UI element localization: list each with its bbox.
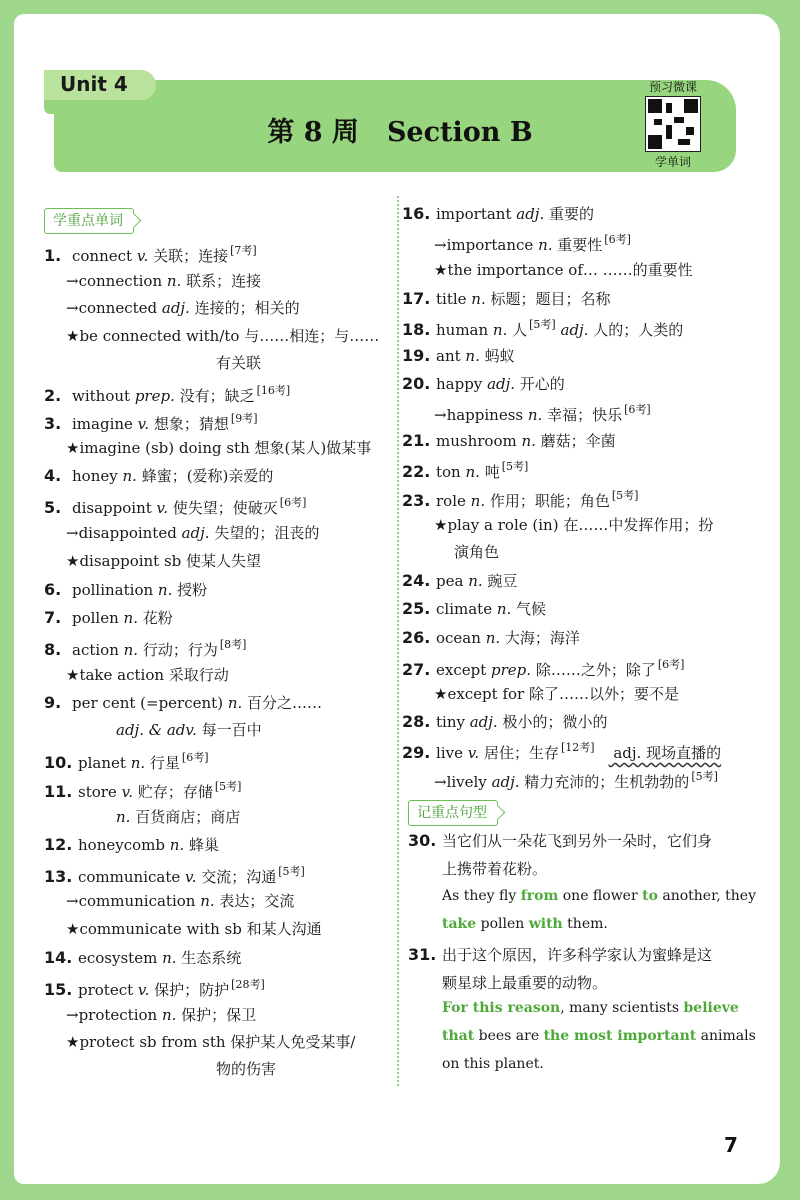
entry-extra-meaning: adj. 现场直播的 <box>608 744 722 762</box>
entry-meaning: 表达；交流 <box>214 892 295 910</box>
part-of-speech: n. <box>122 467 137 485</box>
entry-word: live <box>436 744 468 762</box>
part-of-speech: adj. <box>487 375 516 393</box>
entry-meaning: 蜂巢 <box>184 836 219 854</box>
entry-word: ★play a role (in) 在……中发挥作用；扮 <box>434 516 714 534</box>
entry-word: ★take action 采取行动 <box>66 666 229 684</box>
exam-count: [5考] <box>529 318 556 331</box>
part-of-speech: v. <box>467 744 480 762</box>
entry-number: 18. <box>402 320 431 339</box>
entry-meaning: 贮存；存储 <box>133 783 213 801</box>
entry-word: except <box>436 661 492 679</box>
entry-word: →connection <box>66 272 167 290</box>
part-of-speech: n. <box>166 272 182 290</box>
key-phrase: to <box>642 888 658 904</box>
entry-word: climate <box>436 600 497 618</box>
entry-meaning: 居住；生存 <box>479 744 559 762</box>
sentence-cn-text: 当它们从一朵花飞到另外一朵时，它们身 <box>442 832 713 850</box>
part-of-speech: n. <box>162 949 177 967</box>
vocab-entry <box>402 288 611 309</box>
entry-number: 3. <box>44 414 62 433</box>
entry-word: →protection <box>66 1006 162 1024</box>
part-of-speech: n. <box>485 629 501 647</box>
part-of-speech: adj. & adv. <box>116 721 197 739</box>
part-of-speech: v. <box>137 981 150 999</box>
part-of-speech: n. <box>538 236 553 254</box>
vocab-entry <box>44 242 257 266</box>
entry-number: 15. <box>44 980 73 999</box>
vocab-entry <box>44 863 305 887</box>
sentence-cn: 上携带着花粉。 <box>442 860 548 878</box>
vocab-entry <box>44 465 273 486</box>
vocab-entry <box>402 598 546 619</box>
sentence-number: 30. <box>408 831 437 850</box>
entry-meaning: 人 <box>507 321 528 339</box>
part-of-speech: adj. <box>491 773 520 791</box>
entry-word: ★communicate with sb 和某人沟通 <box>66 920 322 938</box>
entry-word: happy <box>436 375 488 393</box>
entry-number: 5. <box>44 498 62 517</box>
entry-word: per cent (=percent) <box>72 694 228 712</box>
entry-number: 24. <box>402 571 431 590</box>
entry-word: ★protect sb from sth 保护某人免受某事/ <box>66 1033 356 1051</box>
vocab-subline <box>216 352 261 373</box>
part-of-speech: n. <box>227 694 243 712</box>
entry-meaning: 蚂蚁 <box>479 347 515 365</box>
vocab-entry <box>402 345 515 366</box>
entry-word: →importance <box>434 236 539 254</box>
exam-count: [12考] <box>560 741 595 754</box>
vocab-subline <box>216 1058 276 1079</box>
part-of-speech: n. <box>471 290 486 308</box>
vocab-subline <box>116 719 262 740</box>
vocab-entry <box>44 947 241 968</box>
key-phrase: the most important <box>543 1028 697 1044</box>
entry-number: 7. <box>44 608 62 627</box>
tag-key-words: 学重点单词 <box>44 208 134 234</box>
part-of-speech: v. <box>121 783 134 801</box>
entry-word: honeycomb <box>78 836 170 854</box>
sentence-text: one flower <box>558 888 643 904</box>
unit-label: Unit 4 <box>60 72 128 96</box>
vocab-subline <box>66 550 261 571</box>
part-of-speech: n. <box>200 892 215 910</box>
entry-number: 23. <box>402 491 431 510</box>
vocab-entry <box>402 430 616 451</box>
part-of-speech: n. <box>130 754 146 772</box>
week-label: 第 8 周 <box>267 117 359 148</box>
entry-word: →disappointed <box>66 524 182 542</box>
entry-number: 17. <box>402 289 431 308</box>
entry-word: honey <box>72 467 123 485</box>
exam-count: [5考] <box>214 780 242 793</box>
vocab-entry <box>402 458 528 482</box>
entry-meaning: 保护；防护 <box>149 981 230 999</box>
entry-meaning: 吨 <box>479 463 500 481</box>
qr-top-label: 预习微课 <box>648 80 697 94</box>
part-of-speech: v. <box>137 415 150 433</box>
entry-word: ★except for 除了……以外；要不是 <box>434 685 679 703</box>
entry-meaning: 没有；缺乏 <box>174 387 255 405</box>
entry-number: 4. <box>44 466 62 485</box>
exam-count: [6考] <box>279 496 307 509</box>
part-of-speech: adj. <box>469 713 498 731</box>
entry-meaning: 失望的；沮丧的 <box>209 524 320 542</box>
part-of-speech: n. <box>492 321 508 339</box>
entry-meaning: 精力充沛的；生机勃勃的 <box>519 773 690 791</box>
entry-number: 11. <box>44 782 73 801</box>
entry-number: 21. <box>402 431 431 450</box>
vocab-entry <box>44 778 241 802</box>
entry-word: imagine <box>72 415 138 433</box>
vocab-subline <box>434 231 631 255</box>
sentence-cn <box>408 944 712 965</box>
entry-number: 16. <box>402 204 431 223</box>
entry-meaning: 想象；猜想 <box>149 415 229 433</box>
entry-meaning: 除……之外；除了 <box>531 661 656 679</box>
sentence-en <box>442 916 608 932</box>
entry-number: 1. <box>44 246 62 265</box>
entry-meaning: 行星 <box>145 754 180 772</box>
entry-meaning: 生态系统 <box>176 949 242 967</box>
sentence-cn <box>408 830 712 851</box>
sentence-number: 31. <box>408 945 437 964</box>
exam-count: [9考] <box>230 412 258 425</box>
entry-meaning: 豌豆 <box>482 572 518 590</box>
entry-word: action <box>72 641 124 659</box>
entry-number: 12. <box>44 835 73 854</box>
entry-number: 2. <box>44 386 62 405</box>
vocab-entry <box>402 739 721 763</box>
exam-count: [6考] <box>657 658 685 671</box>
tag-key-sentences: 记重点句型 <box>408 800 498 826</box>
part-of-speech: adj. <box>161 299 190 317</box>
part-of-speech: v. <box>156 499 168 517</box>
vocab-entry <box>44 410 258 434</box>
part-of-speech: n. <box>123 609 138 627</box>
entry-word: →connected <box>66 299 162 317</box>
entry-meaning: 保护；保卫 <box>176 1006 257 1024</box>
entry-word: ecosystem <box>78 949 163 967</box>
vocab-entry <box>402 570 517 591</box>
entry-number: 29. <box>402 743 431 762</box>
part-of-speech: n. <box>465 463 480 481</box>
entry-word: →happiness <box>434 406 528 424</box>
vocab-subline <box>66 1031 355 1052</box>
vocab-entry <box>44 749 209 773</box>
entry-meaning: 交流；沟通 <box>196 868 277 886</box>
entry-meaning: 每一百中 <box>196 721 262 739</box>
column-divider <box>397 196 399 1086</box>
entry-word: pollination <box>72 581 158 599</box>
key-phrase: take <box>442 916 477 932</box>
entry-word: 物的伤害 <box>216 1060 277 1078</box>
exam-count: [28考] <box>231 978 265 991</box>
vocab-entry <box>44 382 290 406</box>
part-of-speech: n. <box>527 406 543 424</box>
entry-word: →communication <box>66 892 201 910</box>
key-phrase: from <box>520 888 559 904</box>
vocab-entry <box>402 316 683 340</box>
vocab-entry <box>402 656 684 680</box>
vocab-entry <box>402 487 638 511</box>
entry-word: 演角色 <box>454 543 500 561</box>
part-of-speech: n. <box>465 347 480 365</box>
sentence-text: As they fly <box>442 888 521 904</box>
key-phrase: For this reason <box>442 1000 561 1016</box>
entry-word: communicate <box>78 868 186 886</box>
entry-word: important <box>436 205 517 223</box>
vocab-entry <box>44 636 246 660</box>
entry-number: 27. <box>402 660 431 679</box>
exam-count: [16考] <box>256 384 291 397</box>
part-of-speech: n. <box>468 572 483 590</box>
vocab-subline <box>66 270 261 291</box>
entry-word: role <box>436 492 471 510</box>
vocab-entry <box>402 203 594 224</box>
sentence-en <box>442 1000 739 1016</box>
part-of-speech: n. <box>157 581 173 599</box>
entry-word: ★be connected with/to 与……相连；与…… <box>66 327 380 345</box>
entry-word: ★the importance of… ……的重要性 <box>434 261 693 279</box>
sentence-en <box>442 1028 756 1044</box>
sentence-text: bees are <box>474 1028 544 1044</box>
entry-meaning: 联系；连接 <box>181 272 262 290</box>
vocab-entry <box>402 373 565 394</box>
part-of-speech: n. <box>496 600 512 618</box>
entry-word: →lively <box>434 773 492 791</box>
vocab-entry <box>44 607 173 628</box>
sentence-text: pollen <box>476 916 529 932</box>
part-of-speech: n. <box>116 808 131 826</box>
entry-meaning: 关联；连接 <box>148 247 229 265</box>
entry-meaning: 使失望；使破灭 <box>168 499 278 517</box>
part-of-speech: prep. <box>491 661 532 679</box>
entry-meaning: 百分之…… <box>242 694 323 712</box>
entry-meaning: 人的；人类的 <box>588 321 684 339</box>
entry-meaning: 大海；海洋 <box>500 629 580 647</box>
entry-word: store <box>78 783 122 801</box>
vocab-subline <box>434 401 651 425</box>
entry-word: ant <box>436 347 466 365</box>
part-of-speech: adj. <box>516 205 545 223</box>
part-of-speech: n. <box>521 432 536 450</box>
entry-number: 22. <box>402 462 431 481</box>
entry-meaning: 授粉 <box>172 581 208 599</box>
exam-count: [5考] <box>611 489 639 502</box>
entry-meaning: 重要的 <box>544 205 595 223</box>
entry-number: 20. <box>402 374 431 393</box>
entry-word: ★disappoint sb 使某人失望 <box>66 552 262 570</box>
entry-word: tiny <box>436 713 470 731</box>
sentence-en: on this planet. <box>442 1056 544 1072</box>
entry-word: ocean <box>436 629 486 647</box>
qr-code-icon[interactable] <box>645 96 701 152</box>
exam-count: [6考] <box>624 403 651 416</box>
exam-count: [5考] <box>501 460 529 473</box>
vocab-subline <box>66 437 371 458</box>
entry-number: 10. <box>44 753 73 772</box>
exam-count: [6考] <box>181 751 209 764</box>
exam-count: [5考] <box>278 865 305 878</box>
part-of-speech: n. <box>169 836 185 854</box>
entry-word: pea <box>436 572 469 590</box>
entry-meaning: 极小的；微小的 <box>497 713 608 731</box>
entry-number: 14. <box>44 948 73 967</box>
entry-meaning: 花粉 <box>137 609 173 627</box>
entry-word: protect <box>78 981 138 999</box>
entry-number: 9. <box>44 693 62 712</box>
entry-number: 19. <box>402 346 431 365</box>
entry-word: ★imagine (sb) doing sth 想象(某人)做某事 <box>66 439 372 457</box>
entry-word: mushroom <box>436 432 522 450</box>
sentence-cn: 颗星球上最重要的动物。 <box>442 974 608 992</box>
vocab-subline <box>434 259 693 280</box>
entry-meaning: 标题；题目；名称 <box>485 290 611 308</box>
sentence-text: them. <box>562 916 608 932</box>
vocab-subline <box>66 918 322 939</box>
vocab-subline <box>66 890 294 911</box>
entry-number: 26. <box>402 628 431 647</box>
part-of-speech: n. <box>161 1006 177 1024</box>
unit-tab <box>44 70 156 100</box>
exam-count: [7考] <box>230 244 257 257</box>
qr-bottom-label: 学单词 <box>654 155 691 169</box>
entry-word: ton <box>436 463 466 481</box>
key-phrase: that <box>442 1028 475 1044</box>
entry-word: disappoint <box>72 499 157 517</box>
entry-word: pollen <box>72 609 124 627</box>
vocab-subline <box>454 541 499 562</box>
page-number: 7 <box>724 1133 738 1157</box>
entry-number: 8. <box>44 640 62 659</box>
entry-meaning: 行动；行为 <box>138 641 218 659</box>
key-phrase: believe <box>683 1000 739 1016</box>
vocab-subline <box>434 768 718 792</box>
entry-meaning: 连接的；相关的 <box>189 299 300 317</box>
entry-meaning: 幸福；快乐 <box>542 406 623 424</box>
part-of-speech: prep. <box>134 387 175 405</box>
qr-code-block[interactable] <box>642 78 704 169</box>
vocab-subline <box>66 325 379 346</box>
vocab-subline <box>66 522 319 543</box>
entry-meaning: 气候 <box>511 600 547 618</box>
sentence-text: , many scientists <box>560 1000 684 1016</box>
vocab-entry <box>44 976 265 1000</box>
sentence-text: animals <box>696 1028 756 1044</box>
entry-meaning: 蜂蜜；(爱称)亲爱的 <box>136 467 274 485</box>
entry-number: 13. <box>44 867 73 886</box>
part-of-speech: v. <box>136 247 149 265</box>
part-of-speech: adj. <box>555 321 589 339</box>
vocab-entry <box>44 494 306 518</box>
entry-meaning: 开心的 <box>515 375 565 393</box>
sentence-cn-text: 出于这个原因，许多科学家认为蜜蜂是这 <box>442 946 713 964</box>
vocab-subline <box>66 297 300 318</box>
part-of-speech: v. <box>185 868 197 886</box>
exam-count: [6考] <box>604 233 631 246</box>
vocab-entry <box>44 834 219 855</box>
entry-number: 25. <box>402 599 431 618</box>
vocab-entry <box>402 627 580 648</box>
entry-word: human <box>436 321 493 339</box>
vocab-subline <box>66 664 229 685</box>
vocab-entry <box>44 692 322 713</box>
vocab-subline <box>434 514 713 535</box>
section-label: Section B <box>386 117 533 148</box>
entry-meaning: 作用；职能；角色 <box>485 492 610 510</box>
vocab-subline <box>66 1004 256 1025</box>
entry-word: without <box>72 387 135 405</box>
exam-count: [8考] <box>219 638 247 651</box>
key-phrase: with <box>528 916 563 932</box>
entry-number: 6. <box>44 580 62 599</box>
vocab-entry <box>402 711 607 732</box>
entry-meaning: 重要性 <box>552 236 603 254</box>
sentence-text: another, they <box>657 888 756 904</box>
entry-word: title <box>436 290 472 308</box>
entry-meaning: 百货商店；商店 <box>130 808 241 826</box>
part-of-speech: n. <box>123 641 139 659</box>
exam-count: [5考] <box>691 770 718 783</box>
entry-meaning: 蘑菇；伞菌 <box>535 432 616 450</box>
vocab-entry <box>44 579 207 600</box>
part-of-speech: adj. <box>181 524 210 542</box>
vocab-subline <box>116 806 240 827</box>
vocab-subline <box>434 683 679 704</box>
entry-word: 有关联 <box>216 354 262 372</box>
sentence-en <box>442 888 756 904</box>
entry-number: 28. <box>402 712 431 731</box>
entry-word: planet <box>78 754 131 772</box>
part-of-speech: n. <box>470 492 486 510</box>
entry-word: connect <box>72 247 137 265</box>
